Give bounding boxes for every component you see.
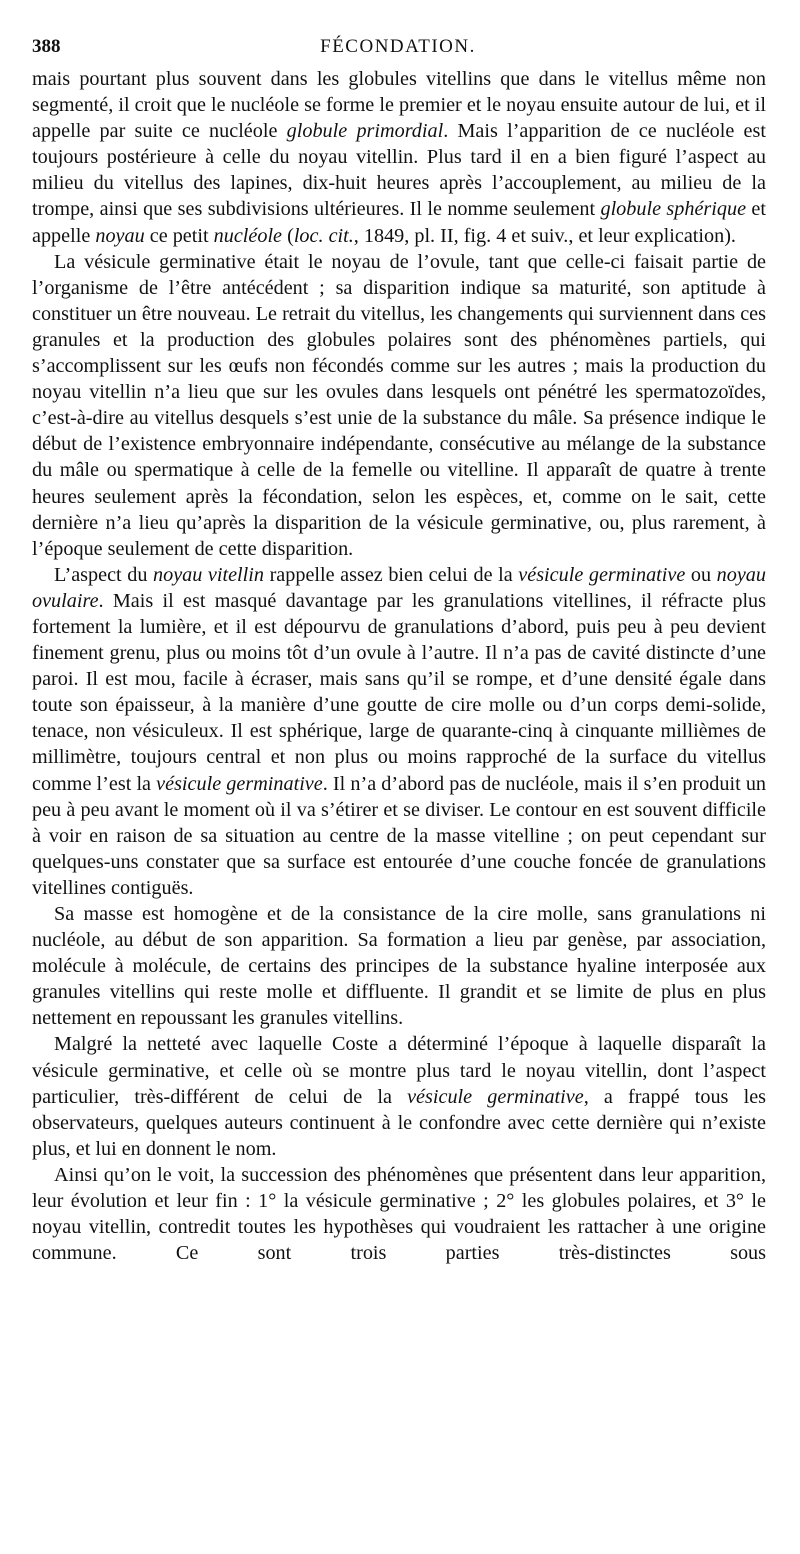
text-run: Malgré la netteté avec laquelle Coste a déterminé l’époque à laquelle disparaît la vésicule germinative, et celle où se montre plus tard le noyau vitellin, dont l’aspect particulier, très-différent de celui de la xyxy=(32,1033,766,1108)
text-run: ou xyxy=(685,563,717,586)
page-number: 388 xyxy=(32,36,61,57)
paragraph-mass-formation xyxy=(32,901,766,1031)
paragraph-succession xyxy=(32,1162,766,1266)
text-run: mais pourtant plus souvent dans les globules vitellins que dans le vitellus même non segmenté, il croit que le nucléole se forme le premier et le noyau ensuite autour de lui, et il appelle par suite ce nucléole xyxy=(32,68,766,143)
text-run: . Mais il est masqué davantage par les granulations vitellines, il réfracte plus fortement la lumière, et il est dépourvu de granulations d’abord, puis peu à peu devient finement grenu, plus ou moins tôt d’un ovule à l’autre. Il n’a pas de cavité distincte d’une paroi. Il est mou, facile à écraser, mais sans qu’il se rompe, et d’une densité égale dans toute son épaisseur, à la manière d’une goutte de cire molle ou d’un corps demi-solide, tenace, non vésiculeux. Il est sphérique, large de quarante-cinq à cinquante millièmes de millimètre, toujours central et non plus ou moins rapproché de la surface du vitellus comme l’est la xyxy=(32,589,766,795)
text-run: La vésicule germinative était le noyau de l’ovule, tant que celle-ci faisait partie de l’organisme de l’être antécédent ; sa disparition indique sa maturité, son aptitude à constituer un être nouveau. Le retrait du vitellus, les changements qui surviennent dans ces granules et la production des globules polaires sont des phénomènes partiels, qui s’accomplissent sur les œufs non fécondés comme sur les autres ; mais la production du noyau vitellin n’a lieu que sur les ovules dans lesquels ont pénétré les spermatozoïdes, c’est-à-dire au vitellus desquels s’est unie de la substance du mâle. Sa présence indique le début de l’existence embryonnaire indépendante, consécutive au mélange de la substance du mâle ou spermatique à celle de la femelle ou vitelline. Il apparaît de quatre à trente heures seulement après la fécondation, selon les espèces, et, comme on le sait, cette dernière n’a lieu qu’après la disparition de la vésicule germinative, ou, plus rarement, à l’époque seulement de cette disparition. xyxy=(32,250,766,560)
text-run: Ainsi qu’on le voit, la succession des phénomènes que présentent dans leur apparition, leur évolution et leur fin : 1° la vésicule germinative ; 2° les globules polaires, et 3° le noyau vitellin, contredit toutes les hypothèses qui voudraient les rattacher à une origine commune. Ce sont trois parties très-distinctes sous xyxy=(32,1163,766,1265)
running-title: FÉCONDATION. xyxy=(320,36,476,57)
text-run: et appelle xyxy=(32,198,766,247)
text-run: L’aspect du xyxy=(54,563,153,586)
body-text xyxy=(32,66,766,1266)
italic-text: vésicule germinative xyxy=(518,563,686,586)
italic-text: noyau ovulaire xyxy=(32,563,766,612)
paragraph-continuation xyxy=(32,66,766,249)
paragraph-germinal-vesicle xyxy=(32,249,766,562)
italic-text: vésicule germinative xyxy=(156,772,323,795)
text-run: ce petit xyxy=(144,224,214,247)
text-run: . Mais l’apparition de ce nucléole est toujours postérieure à celle du noyau vitellin. Plus tard il en a bien figuré l’aspect au milieu du vitellus des lapines, dix-huit heures après l’accouplement, au milieu de la trompe, ainsi que ses subdivisions ultérieures. Il le nomme seulement xyxy=(32,120,766,221)
text-run: Sa masse est homogène et de la consistance de la cire molle, sans granulations ni nucléole, au début de son apparition. Sa formation a lieu par genèse, par association, molécule à molécule, de certains des principes de la substance hyaline interposée aux granules vitellins qui reste molle et diffluente. Il grandit et se limite de plus en plus nettement en repoussant les granules vitellins. xyxy=(32,903,766,1030)
italic-text: loc. cit. xyxy=(293,224,354,247)
text-run: rappelle assez bien celui de la xyxy=(263,563,519,586)
italic-text: globule sphérique xyxy=(600,198,747,221)
text-run: , a frappé tous les observateurs, quelques auteurs continuent à le confondre avec cette dernière qui n’existe plus, et lui en donnent le nom. xyxy=(32,1085,767,1160)
paragraph-vitelline-nucleus-aspect xyxy=(32,562,766,901)
italic-text: vésicule germinative xyxy=(407,1085,584,1108)
paragraph-coste xyxy=(32,1031,766,1161)
text-run: . Il n’a d’abord pas de nucléole, mais il s’en produit un peu à peu avant le moment où il va s’étirer et se diviser. Le contour en est souvent difficile à voir en raison de sa situation au centre de la masse vitelline ; on peut cependant sur quelques-uns constater que sa surface est entourée d’une couche foncée de granulations vitellines contiguës. xyxy=(32,772,767,899)
italic-text: nucléole xyxy=(213,224,283,247)
italic-text: noyau xyxy=(95,224,145,247)
page-header xyxy=(32,36,764,60)
text-run: , 1849, pl. II, fig. 4 et suiv., et leur explication). xyxy=(353,224,736,247)
italic-text: noyau vitellin xyxy=(153,563,264,586)
text-run: ( xyxy=(282,224,294,247)
italic-text: globule primordial xyxy=(286,120,444,143)
